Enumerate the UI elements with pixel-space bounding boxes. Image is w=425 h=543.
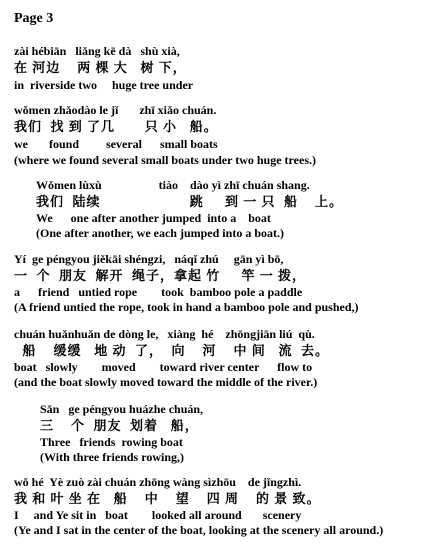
gloss-line: in riverside two huge tree under [14,78,194,92]
hanzi-line: 我们 陆续 跳 到 一 只 船 上。 [36,194,344,209]
pinyin-line: zài hébiān liǎng kē dà shù xià, [14,44,180,58]
pinyin-line: wǒmen zhǎodào le jǐ zhī xiǎo chuán. [14,103,217,117]
translation-line: (Ye and I sat in the center of the boat, looking at the scenery all around.) [14,523,384,537]
hanzi-line: 船 缓缓 地 动 了， 向 河 中 间 流 去。 [14,343,330,358]
translation-line: (With three friends rowing,) [40,450,184,464]
hanzi-line: 一 个 朋友 解开 绳子，拿起 竹 竿 一 拨， [14,268,307,283]
hanzi-line: 我 和 叶 坐 在 船 中 望 四 周 的 景 致。 [14,491,321,506]
gloss-line: a friend untied rope took bamboo pole a paddle [14,285,303,299]
pinyin-line: chuán huǎnhuǎn de dòng le, xiàng hé zhōngjiān liú qù. [14,327,315,341]
hanzi-line: 在 河边 两 棵 大 树 下， [14,60,187,75]
gloss-line: we found several small boats [14,137,218,151]
gloss-line: I and Ye sit in boat looked all around scenery [14,508,302,522]
pinyin-line: wǒ hé Yè zuò zài chuán zhōng wàng sìzhōu de jǐngzhì. [14,475,302,489]
hanzi-line: 我们 找 到 了几 只 小 船。 [14,119,218,134]
pinyin-line: Sān ge péngyou huázhe chuán, [40,402,204,416]
gloss-line: Three friends rowing boat [40,435,183,449]
pinyin-line: Wǒmen lùxù tiào dào yì zhī chuán shang. [36,178,310,192]
translation-line: (where we found several small boats under two huge trees.) [14,153,316,167]
translation-line: (and the boat slowly moved toward the middle of the river.) [14,375,318,389]
gloss-line: We one after another jumped into a boat [36,211,271,225]
gloss-line: boat slowly moved toward river center flow to [14,360,313,374]
hanzi-line: 三 个 朋友 划着 船， [40,418,199,433]
pinyin-line: Yí ge péngyou jiěkāi shéngzi, náqǐ zhú gān yì bō, [14,252,284,266]
translation-line: (A friend untied the rope, took in hand a bamboo pole and pushed,) [14,300,359,314]
page-title: Page 3 [14,11,54,26]
translation-line: (One after another, we each jumped into a boat.) [36,226,284,240]
